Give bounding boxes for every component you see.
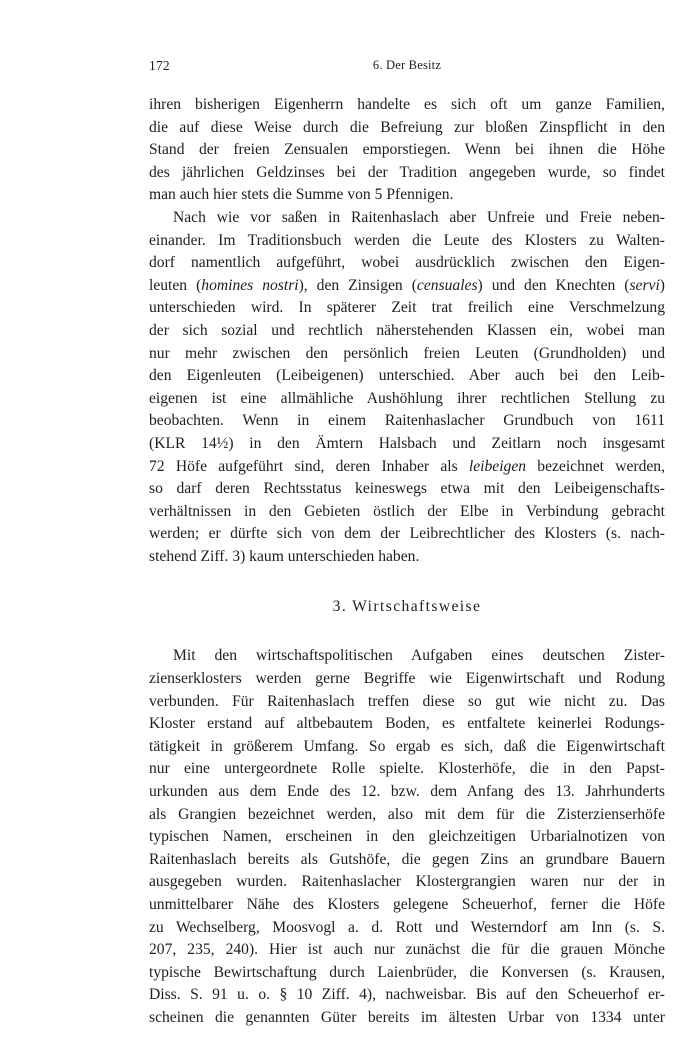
page-number: 172 [149, 58, 170, 73]
text-line: urkunden aus dem Ende des 12. bzw. dem Anfang des 13. Jahrhunderts [149, 783, 665, 801]
paragraph-continuation [149, 94, 665, 207]
text-line: zienserklosters werden gerne Begriffe wie Eigenwirtschaft und Rodung [149, 670, 665, 688]
text-line: stehend Ziff. 3) kaum unterschieden haben. [149, 547, 420, 565]
text-fragment: ) [659, 276, 665, 294]
paragraph-wirtschaftsweise [149, 645, 665, 1029]
latin-term-homines-nostri: homines nostri [201, 276, 299, 294]
text-line: typische Bewirtschaftung durch Laienbrüder, die Konversen (s. Krausen, [149, 963, 665, 981]
text-line: zu Wechselberg, Moosvogl a. d. Rott und Westerndorf am Inn (s. S. [149, 918, 665, 936]
text-line: scheinen die genannten Güter bereits im ältesten Urbar von 1334 unter [149, 1008, 665, 1026]
text-line: als Grangien bezeichnet werden, also mit dem für die Zisterzienserhöfe [149, 805, 665, 823]
text-line: unterschieden wird. In späterer Zeit trat freilich eine Verschmelzung [149, 299, 665, 317]
running-head [149, 52, 665, 74]
term-leibeigen: leibeigen [468, 457, 527, 475]
text-line: eigenen ist eine allmähliche Aushöhlung ihrer rechtlichen Stellung zu [149, 389, 665, 407]
text-fragment: ) und den Knechten ( [477, 276, 630, 294]
text-line: man auch hier stets die Summe von 5 Pfennigen. [149, 186, 454, 204]
text-line: 207, 235, 240). Hier ist auch nur zunächst die für die grauen Mönche [149, 941, 665, 959]
latin-term-servi: servi [629, 276, 660, 294]
text-line: die auf diese Weise durch die Befreiung zur bloßen Zinspflicht in den [149, 118, 665, 136]
text-line: verhältnissen in den Gebieten östlich der Elbe in Verbindung gebracht [149, 502, 665, 520]
text-line: nur mehr zwischen den persönlich freien Leuten (Grundholden) und [149, 344, 665, 362]
text-line: den Eigenleuten (Leibeigenen) unterschied. Aber auch bei den Leib- [149, 367, 665, 385]
text-line: Kloster erstand auf altbebautem Boden, es entfaltete keinerlei Rodungs- [149, 715, 665, 733]
text-fragment: leuten ( [149, 276, 202, 294]
text-line: tätigkeit in größerem Umfang. So ergab es sich, daß die Eigenwirtschaft [149, 737, 665, 755]
text-line: dorf namentlich aufgeführt, wobei ausdrücklich zwischen den Eigen- [149, 254, 665, 272]
text-line: ausgegeben wurden. Raitenhaslacher Klostergrangien waren nur der in [149, 873, 665, 891]
chapter-title: 6. Der Besitz [372, 58, 442, 72]
latin-term-censuales: censuales [416, 276, 478, 294]
text-line [149, 456, 665, 479]
body-text [149, 94, 665, 1030]
text-line: Stand der freien Zensualen emporstiegen. Wenn bei ihnen die Höhe [149, 141, 665, 159]
text-line: Nach wie vor saßen in Raitenhaslach aber Unfreie und Freie neben- [173, 208, 665, 226]
text-line: (KLR 14½) in den Ämtern Halsbach und Zeitlarn noch insgesamt [149, 434, 665, 452]
text-line: verbunden. Für Raitenhaslach treffen diese so gut wie nicht zu. Das [149, 692, 665, 710]
text-line: ihren bisherigen Eigenherrn handelte es sich oft um ganze Familien, [149, 96, 665, 113]
text-line: des jährlichen Geldzinses bei der Tradition angegeben wurde, so findet [149, 163, 665, 181]
text-line [149, 275, 665, 298]
text-fragment: ), den Zinsigen ( [298, 276, 417, 294]
text-line: einander. Im Traditionsbuch werden die Leute des Klosters zu Walten- [149, 231, 665, 249]
text-line: so darf deren Rechtsstatus keineswegs etwa mit den Leibeigenschafts- [149, 480, 665, 498]
text-line: Mit den wirtschaftspolitischen Aufgaben eines deutschen Zister- [173, 647, 665, 665]
text-fragment: bezeichnet werden, [526, 457, 665, 475]
paragraph-unfreie [149, 207, 665, 569]
text-line: werden; er dürfte sich von dem der Leibrechtlicher des Klosters (s. nach- [149, 525, 665, 543]
text-line: Diss. S. 91 u. o. § 10 Ziff. 4), nachweisbar. Bis auf den Scheuerhof er- [149, 986, 665, 1004]
text-line: Raitenhaslach bereits als Gutshöfe, die gegen Zins an grundbare Bauern [149, 850, 665, 868]
text-fragment: 72 Höfe aufgeführt sind, deren Inhaber als [149, 457, 469, 475]
book-page [149, 52, 665, 1030]
text-line: typischen Namen, erscheinen in den gleichzeitigen Urbarialnotizen von [149, 828, 665, 846]
text-line: unmittelbarer Nähe des Klosters gelegene Scheuerhof, ferner die Höfe [149, 896, 665, 913]
text-line: nur eine untergeordnete Rolle spielte. Klosterhöfe, die in den Papst- [149, 760, 665, 778]
text-line: beobachten. Wenn in einem Raitenhaslacher Grundbuch von 1611 [149, 412, 665, 430]
section-heading: 3. Wirtschaftsweise [332, 598, 482, 616]
text-line: der sich sozial und rechtlich näherstehenden Klassen ein, wobei man [149, 321, 665, 339]
